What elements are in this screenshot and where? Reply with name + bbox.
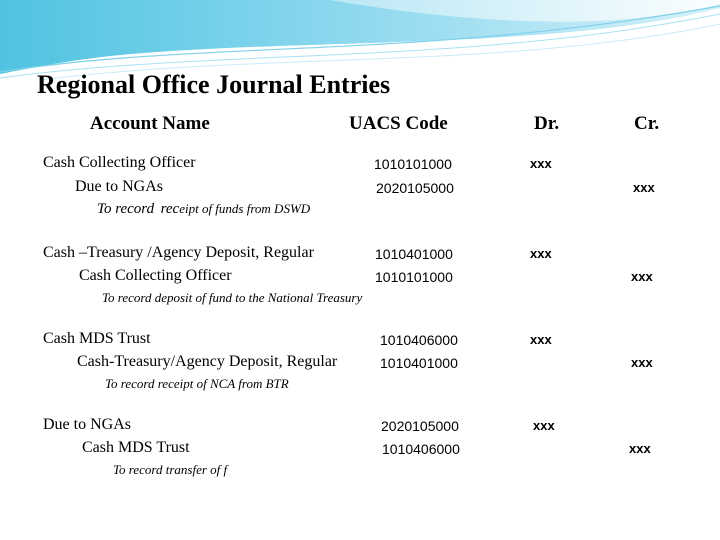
entry-1-credit-code: 2020105000 bbox=[376, 180, 454, 196]
entry-4-debit-amount: xxx bbox=[533, 418, 555, 433]
column-header-account-name: Account Name bbox=[90, 113, 210, 134]
entry-1-note-lead: To record bbox=[97, 201, 155, 217]
entry-1-debit-account: Cash Collecting Officer bbox=[43, 154, 196, 171]
entry-1-note-mid: rec bbox=[160, 201, 180, 217]
entry-2-credit-account: Cash Collecting Officer bbox=[79, 267, 232, 284]
entry-1-note bbox=[97, 201, 310, 218]
entry-1-note-tail: eipt of funds from DSWD bbox=[179, 201, 311, 216]
column-header-dr: Dr. bbox=[534, 113, 560, 134]
entry-4-debit-account: Due to NGAs bbox=[43, 416, 131, 433]
entry-4-debit-code: 2020105000 bbox=[381, 418, 459, 434]
entry-4-credit-account: Cash MDS Trust bbox=[82, 439, 190, 456]
entry-2-credit-code: 1010101000 bbox=[375, 269, 453, 285]
entry-1-debit-amount: xxx bbox=[530, 156, 552, 171]
entry-2-debit-account: Cash –Treasury /Agency Deposit, Regular bbox=[43, 244, 314, 261]
entry-2-debit-code: 1010401000 bbox=[375, 246, 453, 262]
entry-3-debit-account: Cash MDS Trust bbox=[43, 330, 151, 347]
entry-4-credit-code: 1010406000 bbox=[382, 441, 460, 457]
entry-2-credit-amount: xxx bbox=[631, 269, 653, 284]
slide-title: Regional Office Journal Entries bbox=[37, 70, 391, 99]
entry-4-credit-amount: xxx bbox=[629, 441, 651, 456]
entry-3-credit-amount: xxx bbox=[631, 355, 653, 370]
entry-1-credit-amount: xxx bbox=[633, 180, 655, 195]
entry-3-credit-account: Cash-Treasury/Agency Deposit, Regular bbox=[77, 353, 338, 370]
entry-3-debit-amount: xxx bbox=[530, 332, 552, 347]
column-header-cr: Cr. bbox=[634, 113, 660, 134]
entry-2-note: To record deposit of fund to the National Treasury bbox=[102, 290, 363, 305]
entry-3-note: To record receipt of NCA from BTR bbox=[105, 376, 289, 391]
entry-1-credit-account: Due to NGAs bbox=[75, 178, 163, 195]
header-wave-decoration bbox=[0, 0, 720, 80]
entry-2-debit-amount: xxx bbox=[530, 246, 552, 261]
entry-3-debit-code: 1010406000 bbox=[380, 332, 458, 348]
entry-1-debit-code: 1010101000 bbox=[374, 156, 452, 172]
column-header-uacs-code: UACS Code bbox=[349, 113, 448, 134]
entry-4-note: To record transfer of f bbox=[113, 462, 228, 477]
entry-3-credit-code: 1010401000 bbox=[380, 355, 458, 371]
